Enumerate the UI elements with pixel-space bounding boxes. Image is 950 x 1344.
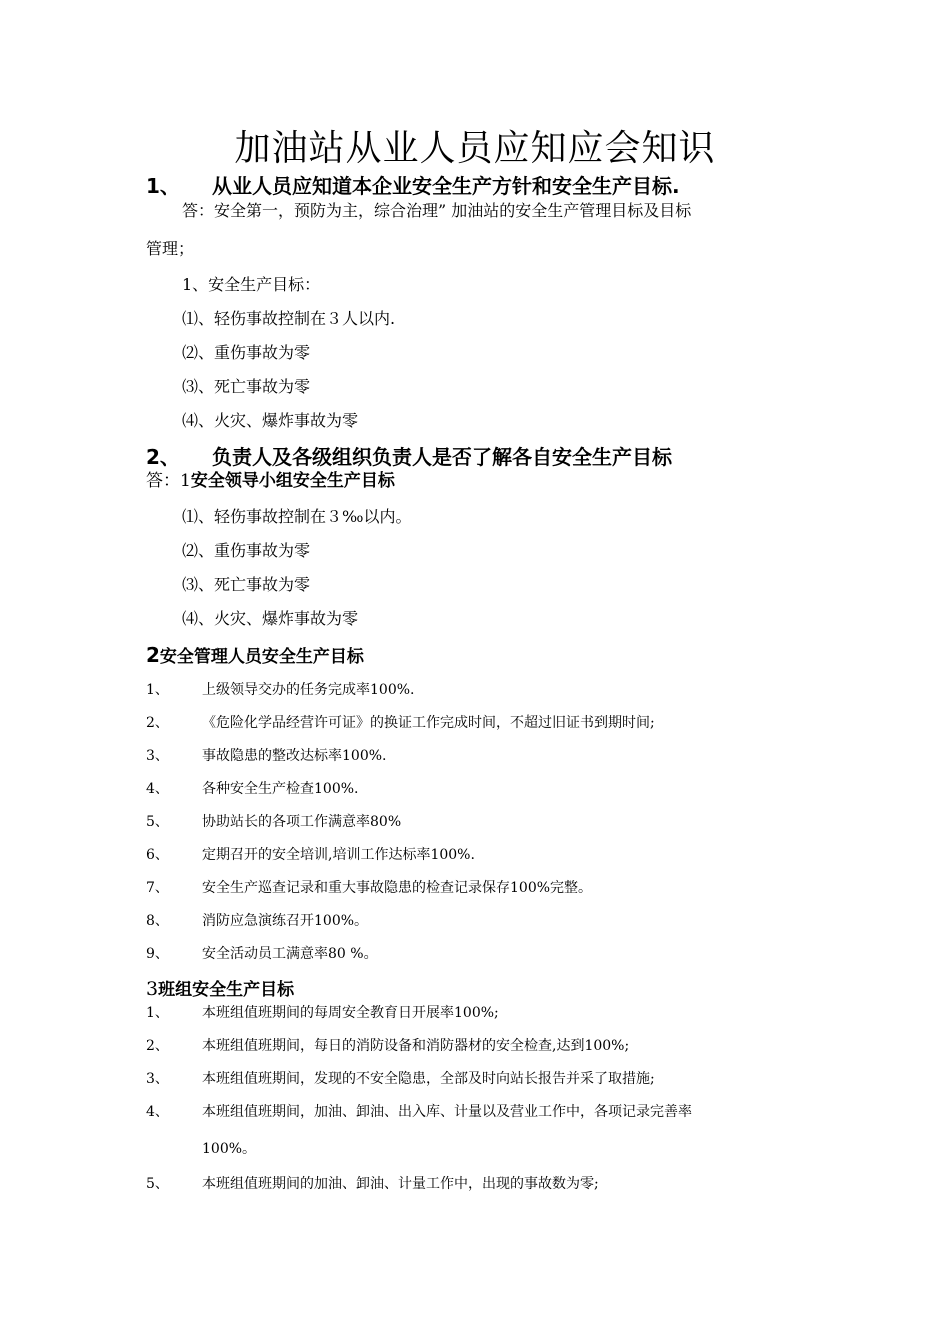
section-1-heading — [146, 173, 680, 199]
subsection-2-item — [146, 943, 378, 965]
subsection-3-item — [146, 1002, 499, 1024]
subsection-1-item: ⑷、火灾、爆炸事故为零 — [182, 609, 359, 628]
item-text: 事故隐患的整改达标率100%. — [202, 748, 387, 764]
subsection-3-item — [146, 1035, 629, 1057]
subsection-2-title: 安全管理人员安全生产目标 — [159, 647, 364, 667]
subsection-3-item — [146, 1068, 655, 1090]
item-text: 安全生产巡查记录和重大事故隐患的检查记录保存100%完整。 — [202, 880, 593, 896]
item-number: 5、 — [146, 1176, 169, 1192]
item-number: 5、 — [146, 814, 169, 830]
section-1-title: 从业人员应知道本企业安全生产方针和安全生产目标. — [212, 174, 680, 198]
item-text: 消防应急演练召开100%。 — [202, 913, 369, 929]
subsection-1-prefix: 答：1 — [146, 471, 191, 491]
section-1-goal-item: ⑴、轻伤事故控制在３人以内. — [182, 309, 396, 328]
subsection-2-prefix: 2 — [146, 643, 160, 667]
subsection-3-item — [146, 1101, 692, 1123]
item-number: 6、 — [146, 847, 169, 863]
subsection-2-item — [146, 679, 414, 701]
section-1-number: 1、 — [146, 174, 180, 198]
item-text: 本班组值班期间的加油、卸油、计量工作中，出现的事故数为零; — [202, 1176, 599, 1192]
section-2-number: 2、 — [146, 445, 180, 469]
subsection-2-item — [146, 844, 475, 866]
item-number: 1、 — [146, 682, 169, 698]
item-number: 4、 — [146, 781, 169, 797]
subsection-2-item — [146, 778, 358, 800]
section-1-goal-item: ⑶、死亡事故为零 — [182, 377, 311, 396]
subsection-1-heading — [146, 469, 395, 493]
item-text: 定期召开的安全培训,培训工作达标率100%. — [202, 847, 475, 863]
item-text: 本班组值班期间，发现的不安全隐患，全部及时向站长报告并采了取措施; — [202, 1071, 655, 1087]
subsection-1-item: ⑴、轻伤事故控制在３‰以内。 — [182, 507, 412, 526]
subsection-3-prefix: 3 — [146, 978, 159, 1000]
item-text: 各种安全生产检查100%. — [202, 781, 359, 797]
item-text: 《危险化学品经营许可证》的换证工作完成时间，不超过旧证书到期时间; — [202, 715, 655, 731]
item-text: 上级领导交办的任务完成率100%. — [202, 682, 415, 698]
subsection-2-item — [146, 712, 655, 734]
item-number: 3、 — [146, 1071, 169, 1087]
item-text: 本班组值班期间，加油、卸油、出入库、计量以及营业工作中，各项记录完善率 — [202, 1104, 692, 1120]
item-text: 协助站长的各项工作满意率80% — [202, 814, 402, 830]
item-number: 1、 — [146, 1005, 169, 1021]
item-number: 9、 — [146, 946, 169, 962]
item-text: 安全活动员工满意率80 %。 — [202, 946, 378, 962]
document-title: 加油站从业人员应知应会知识 — [234, 128, 716, 169]
item-number: 4、 — [146, 1104, 169, 1120]
section-1-goal-item: ⑵、重伤事故为零 — [182, 343, 311, 362]
section-1-answer-line-1: 答：安全第一，预防为主，综合治理” 加油站的安全生产管理目标及目标 — [182, 201, 692, 220]
subsection-3-item — [146, 1138, 256, 1160]
subsection-1-item: ⑶、死亡事故为零 — [182, 575, 311, 594]
subsection-2-item — [146, 745, 386, 767]
subsection-3-heading — [146, 977, 294, 1002]
item-number: 2、 — [146, 715, 169, 731]
section-1-answer-line-2: 管理； — [146, 239, 195, 258]
item-text: 100%。 — [202, 1141, 257, 1157]
item-number: 3、 — [146, 748, 169, 764]
item-number: 7、 — [146, 880, 169, 896]
section-2-heading — [146, 444, 672, 470]
section-1-goal-item: ⑷、火灾、爆炸事故为零 — [182, 411, 359, 430]
subsection-2-item — [146, 910, 368, 932]
section-1-goals-label: 1、安全生产目标： — [182, 275, 321, 294]
item-number: 8、 — [146, 913, 169, 929]
section-2-title: 负责人及各级组织负责人是否了解各自安全生产目标 — [212, 445, 672, 469]
subsection-1-item: ⑵、重伤事故为零 — [182, 541, 311, 560]
item-text: 本班组值班期间，每日的消防设备和消防器材的安全检查,达到100%; — [202, 1038, 630, 1054]
subsection-2-item — [146, 811, 401, 833]
subsection-2-item — [146, 877, 592, 899]
subsection-3-item — [146, 1173, 599, 1195]
subsection-2-heading — [146, 643, 364, 669]
subsection-1-title: 安全领导小组安全生产目标 — [190, 471, 395, 491]
item-text: 本班组值班期间的每周安全教育日开展率100%; — [202, 1005, 499, 1021]
subsection-3-title: 班组安全生产目标 — [158, 980, 295, 1000]
item-number: 2、 — [146, 1038, 169, 1054]
